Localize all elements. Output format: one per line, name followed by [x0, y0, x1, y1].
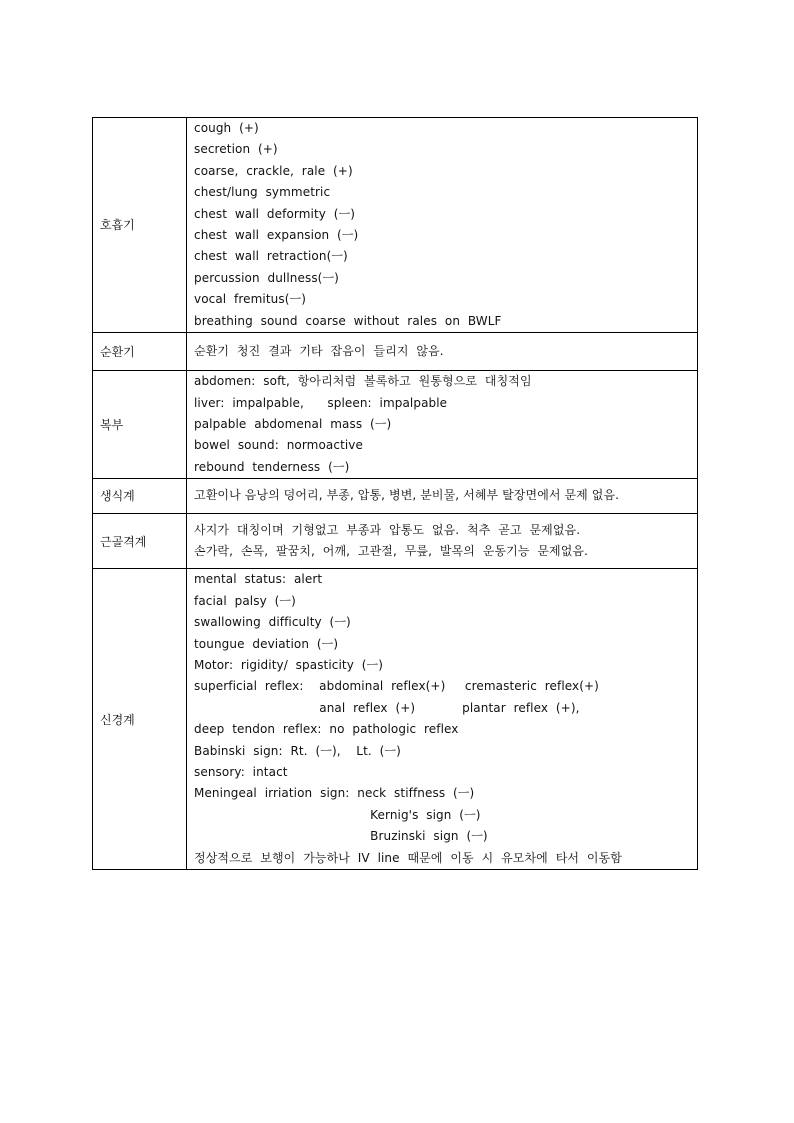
- row-label: 생식계: [93, 479, 187, 513]
- row-content: [187, 332, 698, 370]
- content-line: superficial reflex: abdominal reflex(+) cremasteric reflex(+): [194, 679, 599, 694]
- content-line: toungue deviation (ㅡ): [194, 636, 339, 651]
- content-line: sensory: intact: [194, 764, 288, 779]
- table-row-musculoskeletal: [93, 513, 698, 569]
- content-line: coarse, crackle, rale (+): [194, 163, 353, 178]
- content-line: bowel sound: normoactive: [194, 438, 363, 453]
- content-line: swallowing difficulty (ㅡ): [194, 615, 351, 630]
- content-line: chest wall expansion (ㅡ): [194, 227, 359, 242]
- row-label: 신경계: [93, 569, 187, 869]
- row-label: 순환기: [93, 332, 187, 370]
- row-content: [187, 513, 698, 569]
- physical-exam-table: [92, 117, 698, 870]
- content-line: vocal fremitus(ㅡ): [194, 292, 306, 307]
- content-line: percussion dullness(ㅡ): [194, 270, 339, 285]
- row-content: [187, 118, 698, 333]
- content-line: deep tendon reflex: no pathologic reflex: [194, 722, 459, 737]
- content-line: Bruzinski sign (ㅡ): [194, 829, 488, 844]
- content-line: secretion (+): [194, 142, 278, 157]
- row-label: 호흡기: [93, 118, 187, 333]
- content-line: 손가락, 손목, 팔꿈치, 어깨, 고관절, 무릎, 발목의 운동기능 문제없음.: [194, 544, 589, 559]
- content-line: palpable abdomenal mass (ㅡ): [194, 417, 392, 432]
- row-content: [187, 371, 698, 479]
- content-line: chest/lung symmetric: [194, 185, 331, 200]
- content-line: anal reflex (+) plantar reflex (+),: [194, 700, 580, 715]
- content-line: 정상적으로 보행이 가능하나 IV line 때문에 이동 시 유모차에 타서 이동함: [194, 850, 622, 865]
- table-row-neurological: [93, 569, 698, 869]
- table-row-circulatory: [93, 332, 698, 370]
- content-line: Babinski sign: Rt. (ㅡ), Lt. (ㅡ): [194, 743, 401, 758]
- row-content: [187, 569, 698, 869]
- content-line: 사지가 대칭이며 기형없고 부종과 압통도 없음. 척추 곧고 문제없음.: [194, 522, 581, 537]
- content-paragraph: 고환이나 음낭의 덩어리, 부종, 압통, 병변, 분비물, 서혜부 탈장면에서 문제 없음.: [194, 488, 620, 503]
- table-row-abdomen: [93, 371, 698, 479]
- table-row-reproductive: [93, 479, 698, 513]
- content-line: cough (+): [194, 121, 259, 135]
- content-line: rebound tenderness (ㅡ): [194, 459, 350, 474]
- content-line: facial palsy (ㅡ): [194, 593, 296, 608]
- content-line: chest wall retraction(ㅡ): [194, 249, 348, 264]
- row-label: 복부: [93, 371, 187, 479]
- content-line: chest wall deformity (ㅡ): [194, 206, 356, 221]
- content-line: liver: impalpable, spleen: impalpable: [194, 395, 448, 410]
- content-line: abdomen: soft, 항아리처럼 볼록하고 원통형으로 대칭적임: [194, 374, 532, 389]
- table-row-respiratory: [93, 118, 698, 333]
- row-label: 근골격계: [93, 513, 187, 569]
- content-line: breathing sound coarse without rales on BWLF: [194, 313, 502, 328]
- content-line: Kernig's sign (ㅡ): [194, 807, 481, 822]
- content-line: Motor: rigidity/ spasticity (ㅡ): [194, 658, 384, 672]
- content-line: mental status: alert: [194, 572, 323, 587]
- content-line: 순환기 청진 결과 기타 잡음이 들리지 않음.: [194, 343, 444, 358]
- row-content: [187, 479, 698, 513]
- content-line: Meningeal irriation sign: neck stiffness (ㅡ): [194, 786, 475, 801]
